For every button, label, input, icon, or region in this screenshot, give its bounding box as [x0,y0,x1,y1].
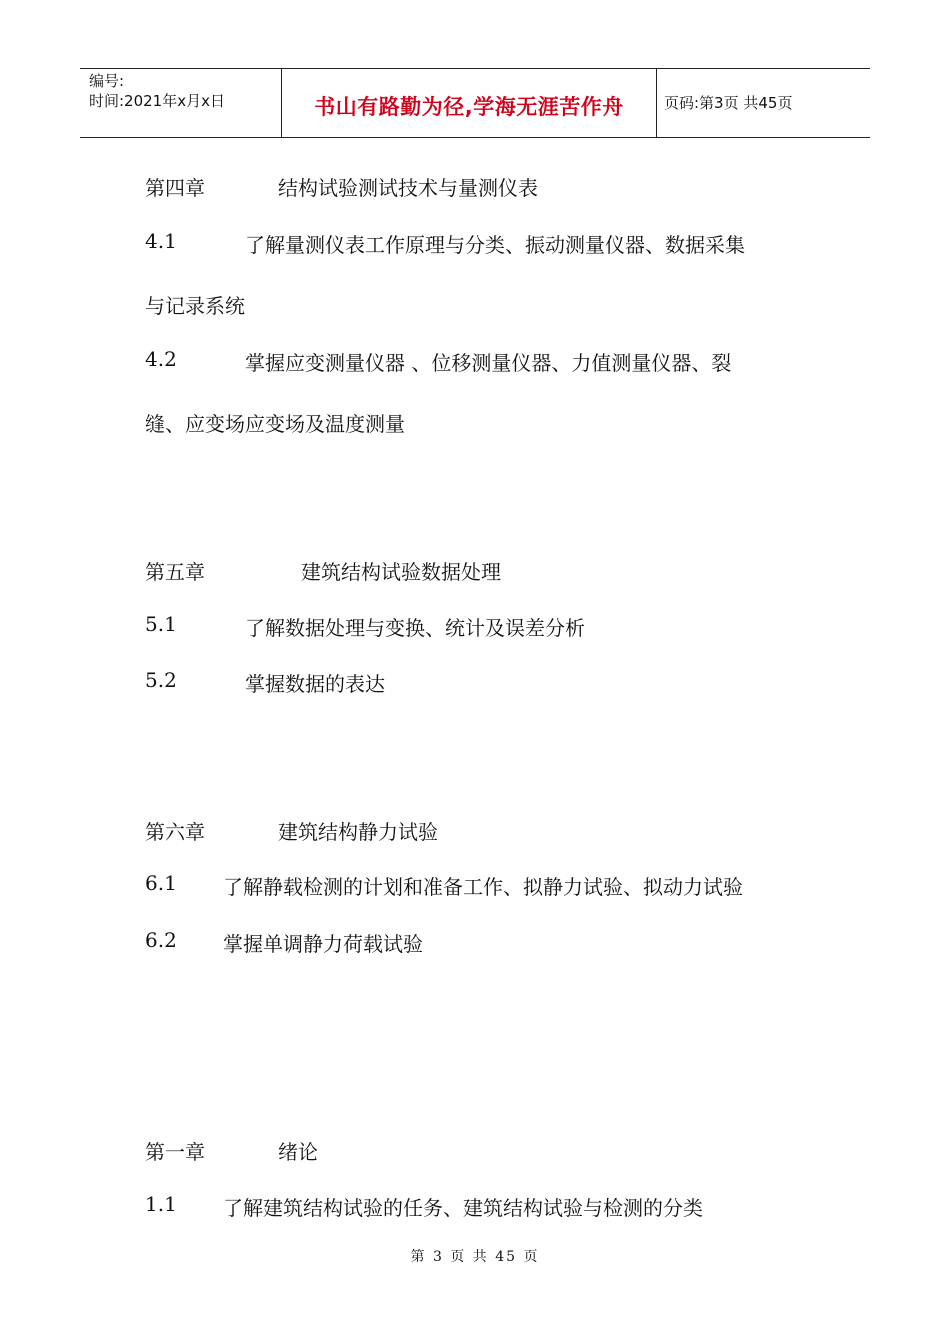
section-4-2-continued: 缝、应变场应变场及温度测量 [145,412,405,436]
section-number: 6.2 [145,928,177,952]
section-text: 了解量测仪表工作原理与分类、振动测量仪器、数据采集 [245,233,745,257]
section-number: 4.2 [145,347,177,371]
chapter-1-heading [145,1136,318,1165]
section-number: 5.1 [145,612,177,636]
header-table [80,68,870,138]
section-number: 5.2 [145,668,177,692]
section-text: 掌握单调静力荷载试验 [223,932,423,956]
chapter-6-heading [145,816,438,845]
section-text: 了解数据处理与变换、统计及误差分析 [245,616,585,640]
chapter-title: 建筑结构试验数据处理 [301,560,501,584]
chapter-number: 第六章 [145,820,205,844]
section-text: 了解静载检测的计划和准备工作、拟静力试验、拟动力试验 [223,875,743,899]
chapter-title: 绪论 [278,1140,318,1164]
section-1-1 [145,1192,703,1220]
section-text: 掌握应变测量仪器 、位移测量仪器、力值测量仪器、裂 [245,351,732,375]
section-5-2 [145,668,385,696]
chapter-number: 第一章 [145,1140,205,1164]
chapter-title: 结构试验测试技术与量测仪表 [278,176,538,200]
header-left-cell [80,69,281,137]
header-motto-cell [281,69,657,137]
chapter-number: 第五章 [145,560,205,584]
section-text: 掌握数据的表达 [245,672,385,696]
header-page-cell [655,69,870,137]
section-number: 1.1 [145,1192,177,1216]
chapter-4-heading [145,172,538,201]
section-text: 了解建筑结构试验的任务、建筑结构试验与检测的分类 [223,1196,703,1220]
serial-label: 编号: [89,72,125,90]
motto: 书山有路勤为径,学海无涯苦作舟 [314,95,624,119]
time-label: 时间:2021年x月x日 [89,92,225,110]
section-4-1-continued: 与记录系统 [145,294,245,318]
section-5-1 [145,612,585,640]
page-footer: 第 3 页 共 45 页 [410,1249,540,1265]
section-6-1 [145,871,743,899]
chapter-title: 建筑结构静力试验 [278,820,438,844]
section-number: 4.1 [145,229,177,253]
page-info: 页码:第3页 共45页 [664,94,793,112]
section-number: 6.1 [145,871,177,895]
chapter-number: 第四章 [145,176,205,200]
chapter-5-heading [145,556,501,585]
section-4-2 [145,347,732,375]
section-4-1 [145,229,745,257]
section-6-2 [145,928,423,956]
